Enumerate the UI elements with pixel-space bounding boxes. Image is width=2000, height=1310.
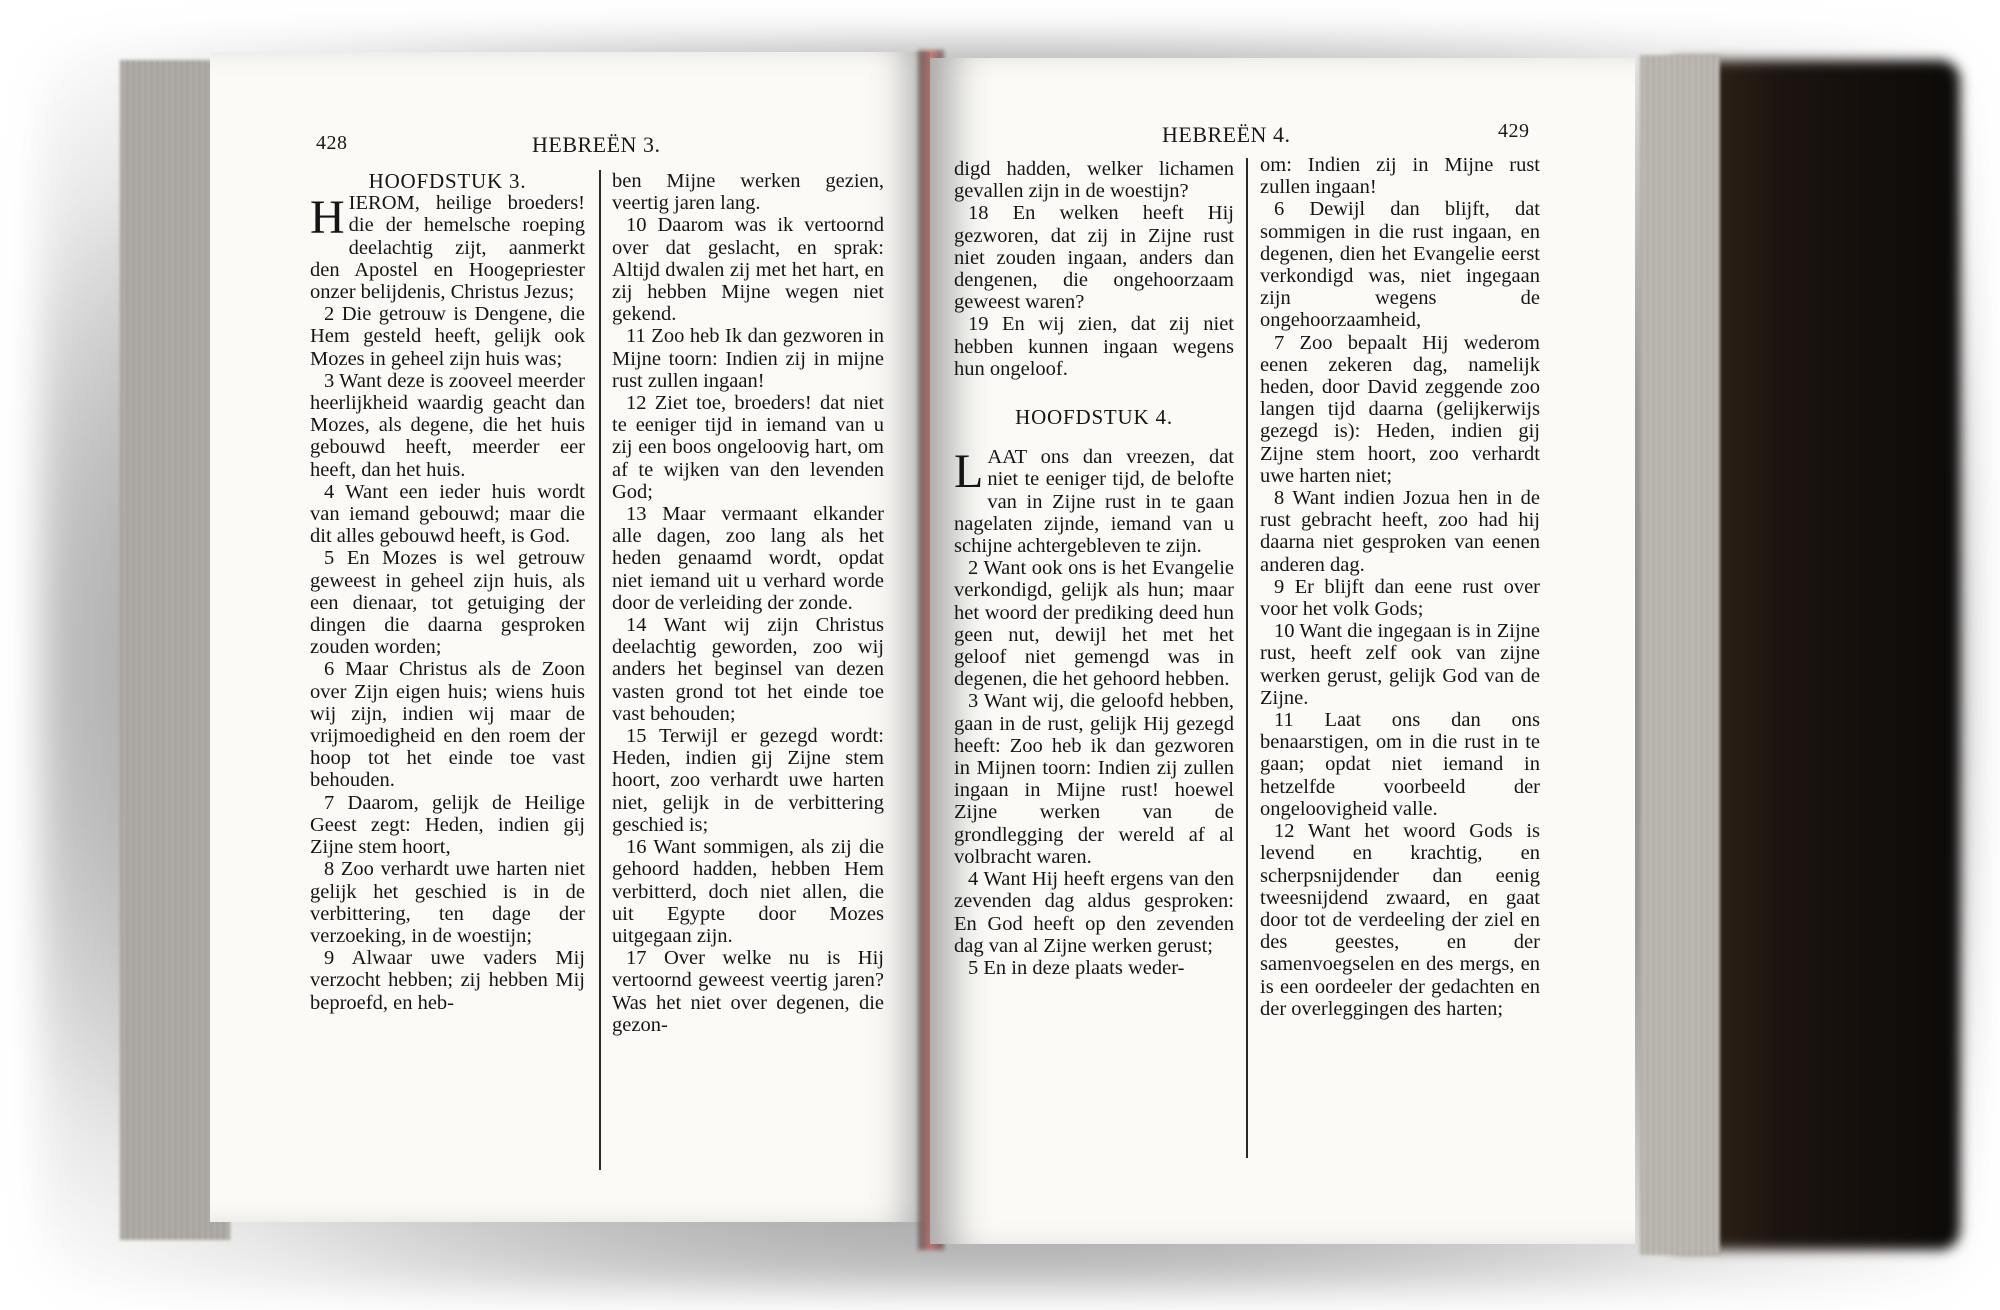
verse: 4 Want een ieder huis wordt van iemand gebouwd; maar die dit alles gebouwd heeft, is God.: [310, 480, 585, 548]
dropcap-l: L: [954, 445, 984, 499]
right-page-number: 429: [1498, 120, 1530, 142]
verse: 17 Over welke nu is Hij vertoornd geweest veertig jaren? Was het niet over degenen, die gezon-: [612, 947, 884, 1036]
chapter-heading-4: HOOFDSTUK 4.: [1015, 405, 1173, 430]
verse: 12 Ziet toe, broeders! dat niet te eeniger tijd in iemand van u zij een boos ongeloovig hart, om af te wijken van den levenden God;: [612, 392, 884, 503]
verse-1: LAAT ons dan vreezen, dat niet te eeniger tijd, de belofte van in Zijne rust in te gaan nagelaten zijnde, iemand van u schijne achtergebleven te zijn.: [954, 445, 1234, 558]
verse: 6 Maar Christus als de Zoon over Zijn eigen huis; wiens huis wij zijn, indien wij maar de vrijmoedigheid en den roem der hoop tot het einde toe vast behouden.: [310, 658, 585, 792]
verse: 4 Want Hij heeft ergens van den zevenden dag aldus gesproken: En God heeft op den zevenden dag van al Zijne werken gerust;: [954, 868, 1234, 957]
left-column-1: [310, 170, 585, 1014]
verse: 9 Er blijft dan eene rust over voor het volk Gods;: [1260, 575, 1540, 621]
verse: 10 Daarom was ik vertoornd over dat geslacht, en sprak: Altijd dwalen zij met het hart, en zij hebben Mijne wegen niet gekend.: [612, 214, 884, 326]
verse: om: Indien zij in Mijne rust zullen ingaan!: [1260, 154, 1540, 199]
verse: 5 En Mozes is wel getrouw geweest in geheel zijn huis, als een dienaar, tot getuiging der dingen die daarna gesproken zouden worden;: [310, 547, 585, 659]
verse: 3 Want deze is zooveel meerder heerlijkheid waardig geacht dan Mozes, als degene, die het huis gebouwd heeft, meerder eer heeft, dan het huis.: [310, 369, 585, 481]
verse: 8 Want indien Jozua hen in de rust gebracht heeft, zoo had hij daarna niet gesproken van eenen anderen dag.: [1260, 487, 1540, 576]
verse: 19 En wij zien, dat zij niet hebben kunnen ingaan wegens hun ongeloof.: [954, 313, 1234, 380]
verse: 2 Want ook ons is het Evangelie verkondigd, gelijk als hun; maar het woord der prediking deed hun geen nut, dewijl het met het geloof niet gemengd was in degenen, die het gehoord hebben.: [954, 557, 1234, 691]
verse: 5 En in deze plaats weder-: [968, 956, 1185, 979]
right-running-head: HEBREËN 4.: [1162, 122, 1291, 147]
verse: 7 Daarom, gelijk de Heilige Geest zegt: Heden, indien gij Zijne stem hoort,: [310, 791, 585, 859]
verse: 8 Zoo verhardt uwe harten niet gelijk het geschied is in de verbittering, ten dage der verzoeking, in de woestijn;: [310, 858, 585, 947]
verse: 15 Terwijl er gezegd wordt: Heden, indien gij Zijne stem hoort, zoo verhardt uwe harten niet, gelijk in de verbittering geschied is;: [612, 725, 884, 836]
verse: 12 Want het woord Gods is levend en krachtig, en scherpsnijdender dan eenig tweesnijdend zwaard, en gaat door tot de verdeeling der ziel en des geestes, en der samenvoegselen en des mergs, en is een oordeeler der gedachten en der overleggingen des harten;: [1260, 820, 1540, 1020]
verse: 11 Zoo heb Ik dan gezworen in Mijne toorn: Indien zij in mijne rust zullen ingaan!: [612, 325, 884, 392]
verse: 13 Maar vermaant elkander alle dagen, zoo lang als het heden genaamd wordt, opdat niet iemand uit u verhard worde door de verleiding der zonde.: [612, 503, 884, 614]
verse: ben Mijne werken gezien, veertig jaren lang.: [612, 170, 884, 215]
verse: 14 Want wij zijn Christus deelachtig geworden, zoo wij anders het beginsel van dezen vasten grond tot het einde toe vast behouden;: [612, 614, 884, 725]
verse: 18 En welken heeft Hij gezworen, dat zij in Zijne rust niet zouden ingaan, anders dan dengenen, die ongehoorzaam geweest waren?: [954, 202, 1234, 314]
right-page: [930, 58, 1635, 1244]
verse: 16 Want sommigen, als zij die gehoord hadden, hebben Hem verbitterd, doch niet allen, die uit Egypte door Mozes uitgegaan zijn.: [612, 836, 884, 947]
right-column-1: [954, 158, 1234, 979]
verse: 9 Alwaar uwe vaders Mij verzocht hebben; zij hebben Mij beproefd, en heb-: [310, 947, 585, 1014]
verse: 2 Die getrouw is Dengene, die Hem gesteld heeft, gelijk ook Mozes in geheel zijn huis was;: [310, 303, 585, 370]
left-page-number: 428: [316, 132, 348, 154]
verse: 10 Want die ingegaan is in Zijne rust, heeft zelf ook van zijne werken gerust, gelijk God van de Zijne.: [1260, 620, 1540, 709]
verse: 6 Dewijl dan blijft, dat sommigen in die rust ingaan, en degenen, dien het Evangelie eerst verkondigd was, niet ingegaan zijn wegens de ongehoorzaamheid,: [1260, 198, 1540, 332]
chapter-heading-3: HOOFDSTUK 3.: [368, 169, 527, 193]
left-running-head: HEBREËN 3.: [532, 132, 661, 157]
dropcap-h: H: [310, 191, 345, 245]
left-page: [210, 52, 930, 1222]
verse: digd hadden, welker lichamen gevallen zijn in de woestijn?: [954, 158, 1234, 203]
page-edges-right: [1640, 55, 1720, 1255]
left-column-2: [612, 170, 884, 1036]
verse: 7 Zoo bepaalt Hij wederom eenen zekeren dag, namelijk heden, door David zeggende zoo langen tijd daarna (gelijkerwijs gezegd is): Heden, indien gij Zijne stem hoort, zoo verhardt uwe harten niet;: [1260, 331, 1540, 487]
right-column-2: [1260, 154, 1540, 1020]
verse: 11 Laat ons dan ons benaarstigen, om in die rust in te gaan; opdat niet iemand in hetzelfde voorbeeld der ongeloovigheid valle.: [1260, 709, 1540, 820]
verse-1: HIEROM, heilige broeders! die der hemelsche roeping deelachtig zijt, aanmerkt den Apostel en Hoogepriester onzer belijdenis, Christus Jezus;: [310, 191, 585, 304]
column-rule-right: [1246, 158, 1248, 1158]
column-rule-left: [599, 170, 601, 1170]
verse: 3 Want wij, die geloofd hebben, gaan in de rust, gelijk Hij gezegd heeft: Zoo heb ik dan gezworen in Mijnen toorn: Indien zij zullen ingaan in Mijne rust! hoewel Zijne werken van de grondlegging der wereld af al volbracht waren.: [954, 690, 1234, 868]
